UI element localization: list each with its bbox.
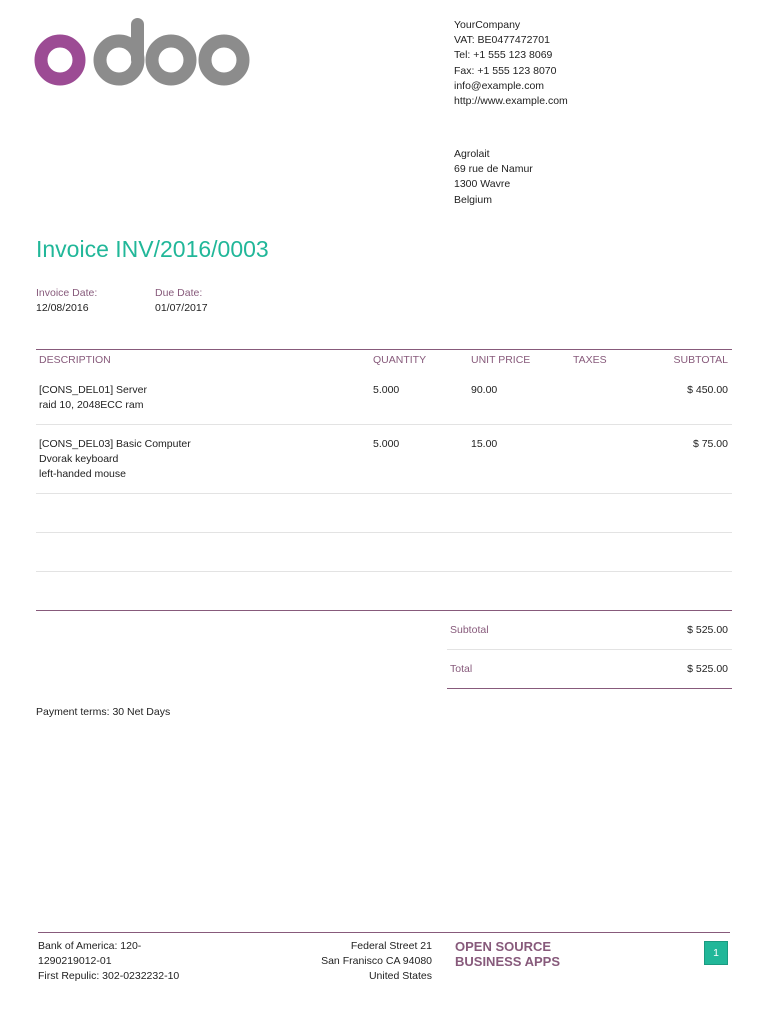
table-top-divider: [36, 349, 732, 350]
customer-name: Agrolait: [454, 148, 490, 160]
customer-city: 1300 Wavre: [454, 178, 511, 191]
row-divider: [36, 532, 732, 533]
subtotal-amount: $ 525.00: [687, 624, 728, 636]
column-header-quantity: QUANTITY: [373, 354, 427, 366]
table-row: [39, 383, 147, 413]
invoice-title: Invoice INV/2016/0003: [36, 236, 269, 262]
payment-terms: Payment terms: 30 Net Days: [36, 706, 171, 718]
address-line: United States: [368, 970, 432, 983]
totals-divider: [447, 649, 732, 650]
company-name: YourCompany: [454, 19, 521, 31]
odoo-logo-icon: [34, 14, 252, 94]
footer-bank-info: [38, 939, 179, 985]
footer-tagline: OPEN SOURCE BUSINESS APPS: [455, 939, 560, 969]
subtotal-label: Subtotal: [450, 624, 489, 636]
total-label: Total: [450, 663, 473, 675]
footer-divider: [38, 932, 730, 933]
row-divider: [36, 424, 732, 425]
company-email: info@example.com: [454, 79, 545, 92]
company-website: http://www.example.com: [454, 95, 568, 108]
totals-bottom-divider: [447, 688, 732, 689]
row-divider: [36, 571, 732, 572]
company-info: [454, 18, 568, 109]
page-number-badge: [704, 941, 728, 965]
column-header-subtotal: SUBTOTAL: [673, 354, 728, 366]
column-header-taxes: TAXES: [573, 354, 607, 366]
due-date: 01/07/2017: [155, 302, 208, 314]
line-subtotal: $ 450.00: [687, 384, 728, 396]
line-description: [CONS_DEL03] Basic Computer: [39, 438, 191, 450]
column-header-unit-price: UNIT PRICE: [471, 354, 531, 366]
table-bottom-divider: [36, 610, 732, 611]
line-unit-price: 90.00: [471, 384, 498, 396]
company-fax: Fax: +1 555 123 8070: [454, 64, 557, 77]
company-vat: VAT: BE0477472701: [454, 34, 550, 47]
footer-address: [292, 939, 432, 985]
line-description-detail: left-handed mouse: [39, 468, 126, 481]
company-logo: [34, 14, 252, 94]
line-description-detail: raid 10, 2048ECC ram: [39, 399, 144, 412]
company-tel: Tel: +1 555 123 8069: [454, 49, 553, 62]
customer-address: [454, 147, 533, 208]
line-quantity: 5.000: [373, 438, 400, 450]
table-row: [39, 437, 191, 483]
row-divider: [36, 493, 732, 494]
address-line: Federal Street 21: [350, 940, 432, 952]
customer-street: 69 rue de Namur: [454, 163, 533, 176]
line-description-detail: Dvorak keyboard: [39, 453, 119, 466]
line-quantity: 5.000: [373, 384, 400, 396]
bank-line: Bank of America: 120-: [38, 940, 142, 952]
page-number: 1: [713, 947, 719, 959]
line-subtotal: $ 75.00: [692, 438, 728, 450]
address-line: San Franisco CA 94080: [321, 955, 432, 968]
invoice-date: 12/08/2016: [36, 302, 89, 314]
bank-line: First Repulic: 302-0232232-10: [38, 970, 180, 983]
line-description: [CONS_DEL01] Server: [39, 384, 147, 396]
invoice-date-label: Invoice Date:: [36, 287, 98, 299]
due-date-label: Due Date:: [155, 287, 203, 299]
total-amount: $ 525.00: [687, 663, 728, 675]
bank-line: 1290219012-01: [38, 955, 112, 968]
line-unit-price: 15.00: [471, 438, 498, 450]
customer-country: Belgium: [454, 193, 492, 206]
column-header-description: DESCRIPTION: [39, 354, 111, 366]
